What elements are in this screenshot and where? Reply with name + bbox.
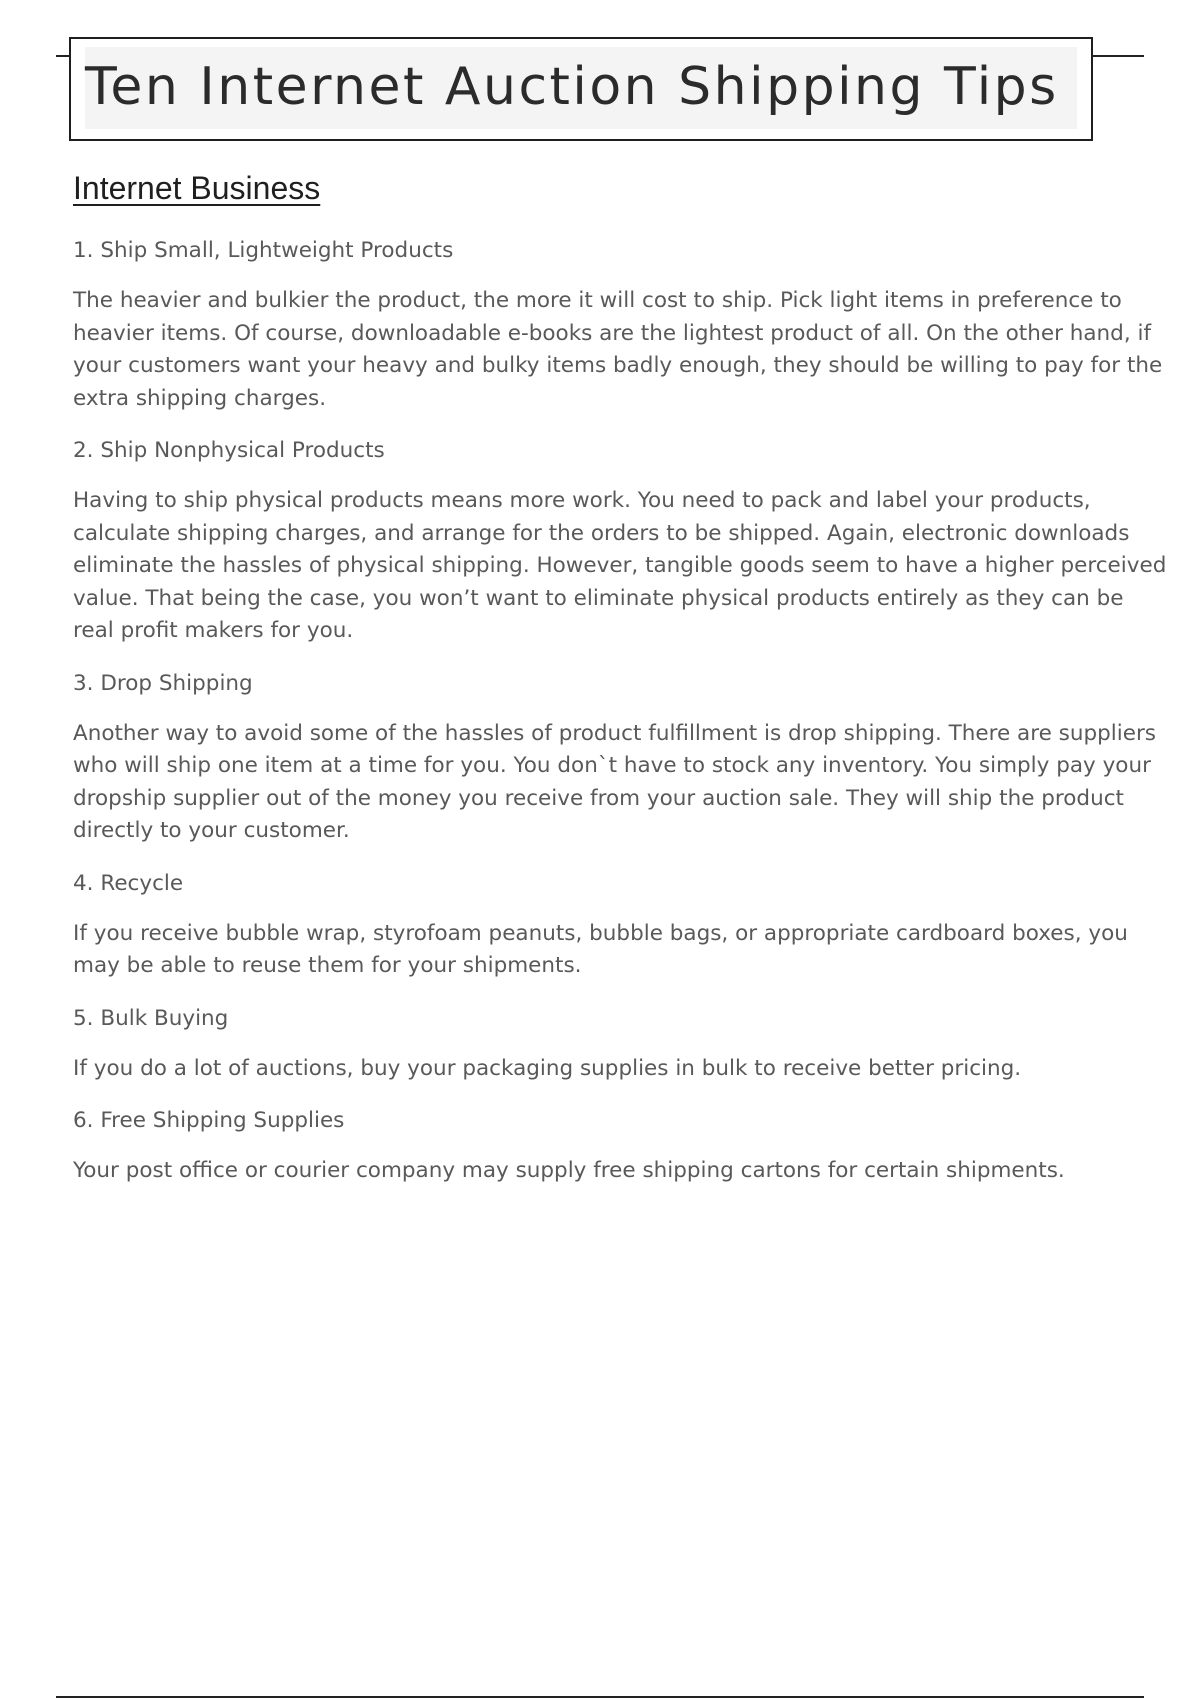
tip-heading: 5. Bulk Buying (73, 1005, 229, 1031)
title-box (69, 37, 1093, 141)
tip-heading: 6. Free Shipping Supplies (73, 1108, 345, 1133)
section-heading: Internet Business (73, 170, 321, 206)
tip-heading: 1. Ship Small, Lightweight Products (73, 238, 454, 263)
tip-heading: 3. Drop Shipping (73, 670, 253, 696)
tip-heading: 2. Ship Nonphysical Products (73, 438, 385, 463)
document-title: Ten Internet Auction Shipping Tips (85, 57, 1059, 117)
tip-body: If you do a lot of auctions, buy your packaging supplies in bulk to receive better pricing. (73, 1055, 1022, 1081)
tip-body: Your post office or courier company may supply free shipping cartons for certain shipments. (73, 1158, 1065, 1183)
tips-list (73, 235, 1171, 1208)
tip-heading: 4. Recycle (73, 870, 184, 896)
tip-body: The heavier and bulkier the product, the more it will cost to ship. Pick light items in preference to heavier items. Of course, downloadable e-books are the lightest product of all. On the other hand, if your customers want your heavy and bulky items badly enough, they should be willing to pay for the extra shipping charges. (73, 288, 1163, 411)
tip-body: If you receive bubble wrap, styrofoam peanuts, bubble bags, or appropriate cardboard boxes, you may be able to reuse them for your shipments. (73, 920, 1128, 978)
footer-rule (56, 1696, 1144, 1698)
tip-body: Another way to avoid some of the hassles of product fulfillment is drop shipping. There are suppliers who will ship one item at a time for you. You don`t have to stock any inventory. You simply pay your dropship supplier out of the money you receive from your auction sale. They will ship the product directly to your customer. (73, 720, 1156, 843)
tip-body: Having to ship physical products means more work. You need to pack and label your products, calculate shipping charges, and arrange for the orders to be shipped. Again, electronic downloads eliminate the hassles of physical shipping. However, tangible goods seem to have a higher perceived value. That being the case, you won’t want to eliminate physical products entirely as they can be real profit makers for you. (73, 488, 1167, 643)
